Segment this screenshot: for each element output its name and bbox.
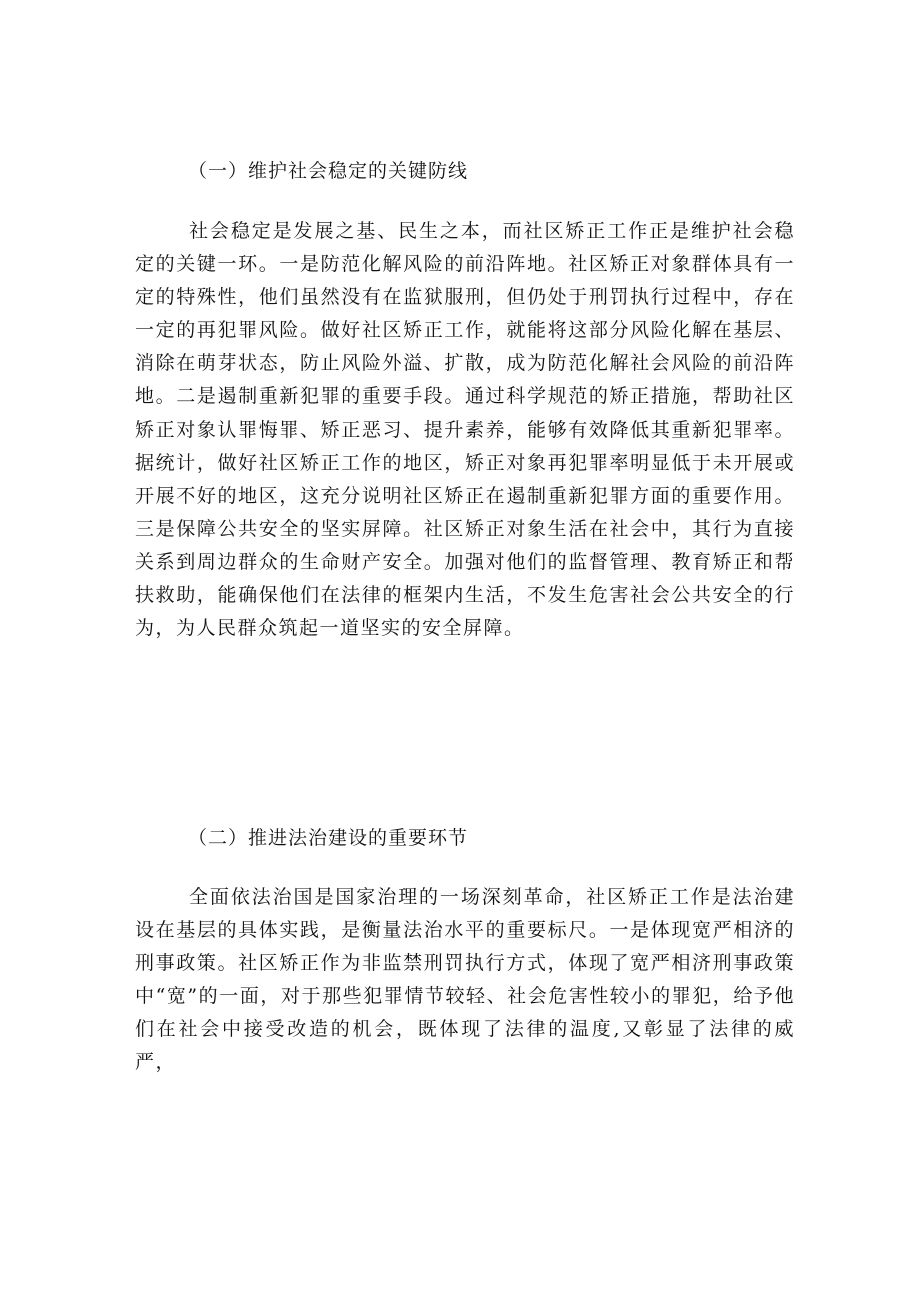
section-heading-1: （一）维护社会稳定的关键防线 <box>188 160 469 182</box>
section-heading-2: （二）推进法治建设的重要环节 <box>188 827 469 849</box>
section-paragraph-2: 全面依法治国是国家治理的一场深刻革命，社区矫正工作是法治建设在基层的具体实践，是衡量法治水平的重要标尺。一是体现宽严相济的刑事政策。社区矫正作为非监禁刑罚执行方式，体现了宽严相济刑事政策中“宽”的一面，对于那些犯罪情节较轻、社会危害性较小的罪犯，给予他们在社会中接受改造的机会，既体现了法律的温度,又彰显了法律的威严， <box>135 886 795 1074</box>
section-paragraph-1: 社会稳定是发展之基、民生之本，而社区矫正工作正是维护社会稳定的关键一环。一是防范化解风险的前沿阵地。社区矫正对象群体具有一定的特殊性，他们虽然没有在监狱服刑，但仍处于刑罚执行过程中，存在一定的再犯罪风险。做好社区矫正工作，就能将这部分风险化解在基层、消除在萌芽状态，防止风险外溢、扩散，成为防范化解社会风险的前沿阵地。二是遏制重新犯罪的重要手段。通过科学规范的矫正措施，帮助社区矫正对象认罪悔罪、矫正恶习、提升素养，能够有效降低其重新犯罪率。据统计，做好社区矫正工作的地区，矫正对象再犯罪率明显低于未开展或开展不好的地区，这充分说明社区矫正在遏制重新犯罪方面的重要作用。三是保障公共安全的坚实屏障。社区矫正对象生活在社会中，其行为直接关系到周边群众的生命财产安全。加强对他们的监督管理、教育矫正和帮扶救助，能确保他们在法律的框架内生活，不发生危害社会公共安全的行为，为人民群众筑起一道坚实的安全屏障。 <box>135 220 795 640</box>
